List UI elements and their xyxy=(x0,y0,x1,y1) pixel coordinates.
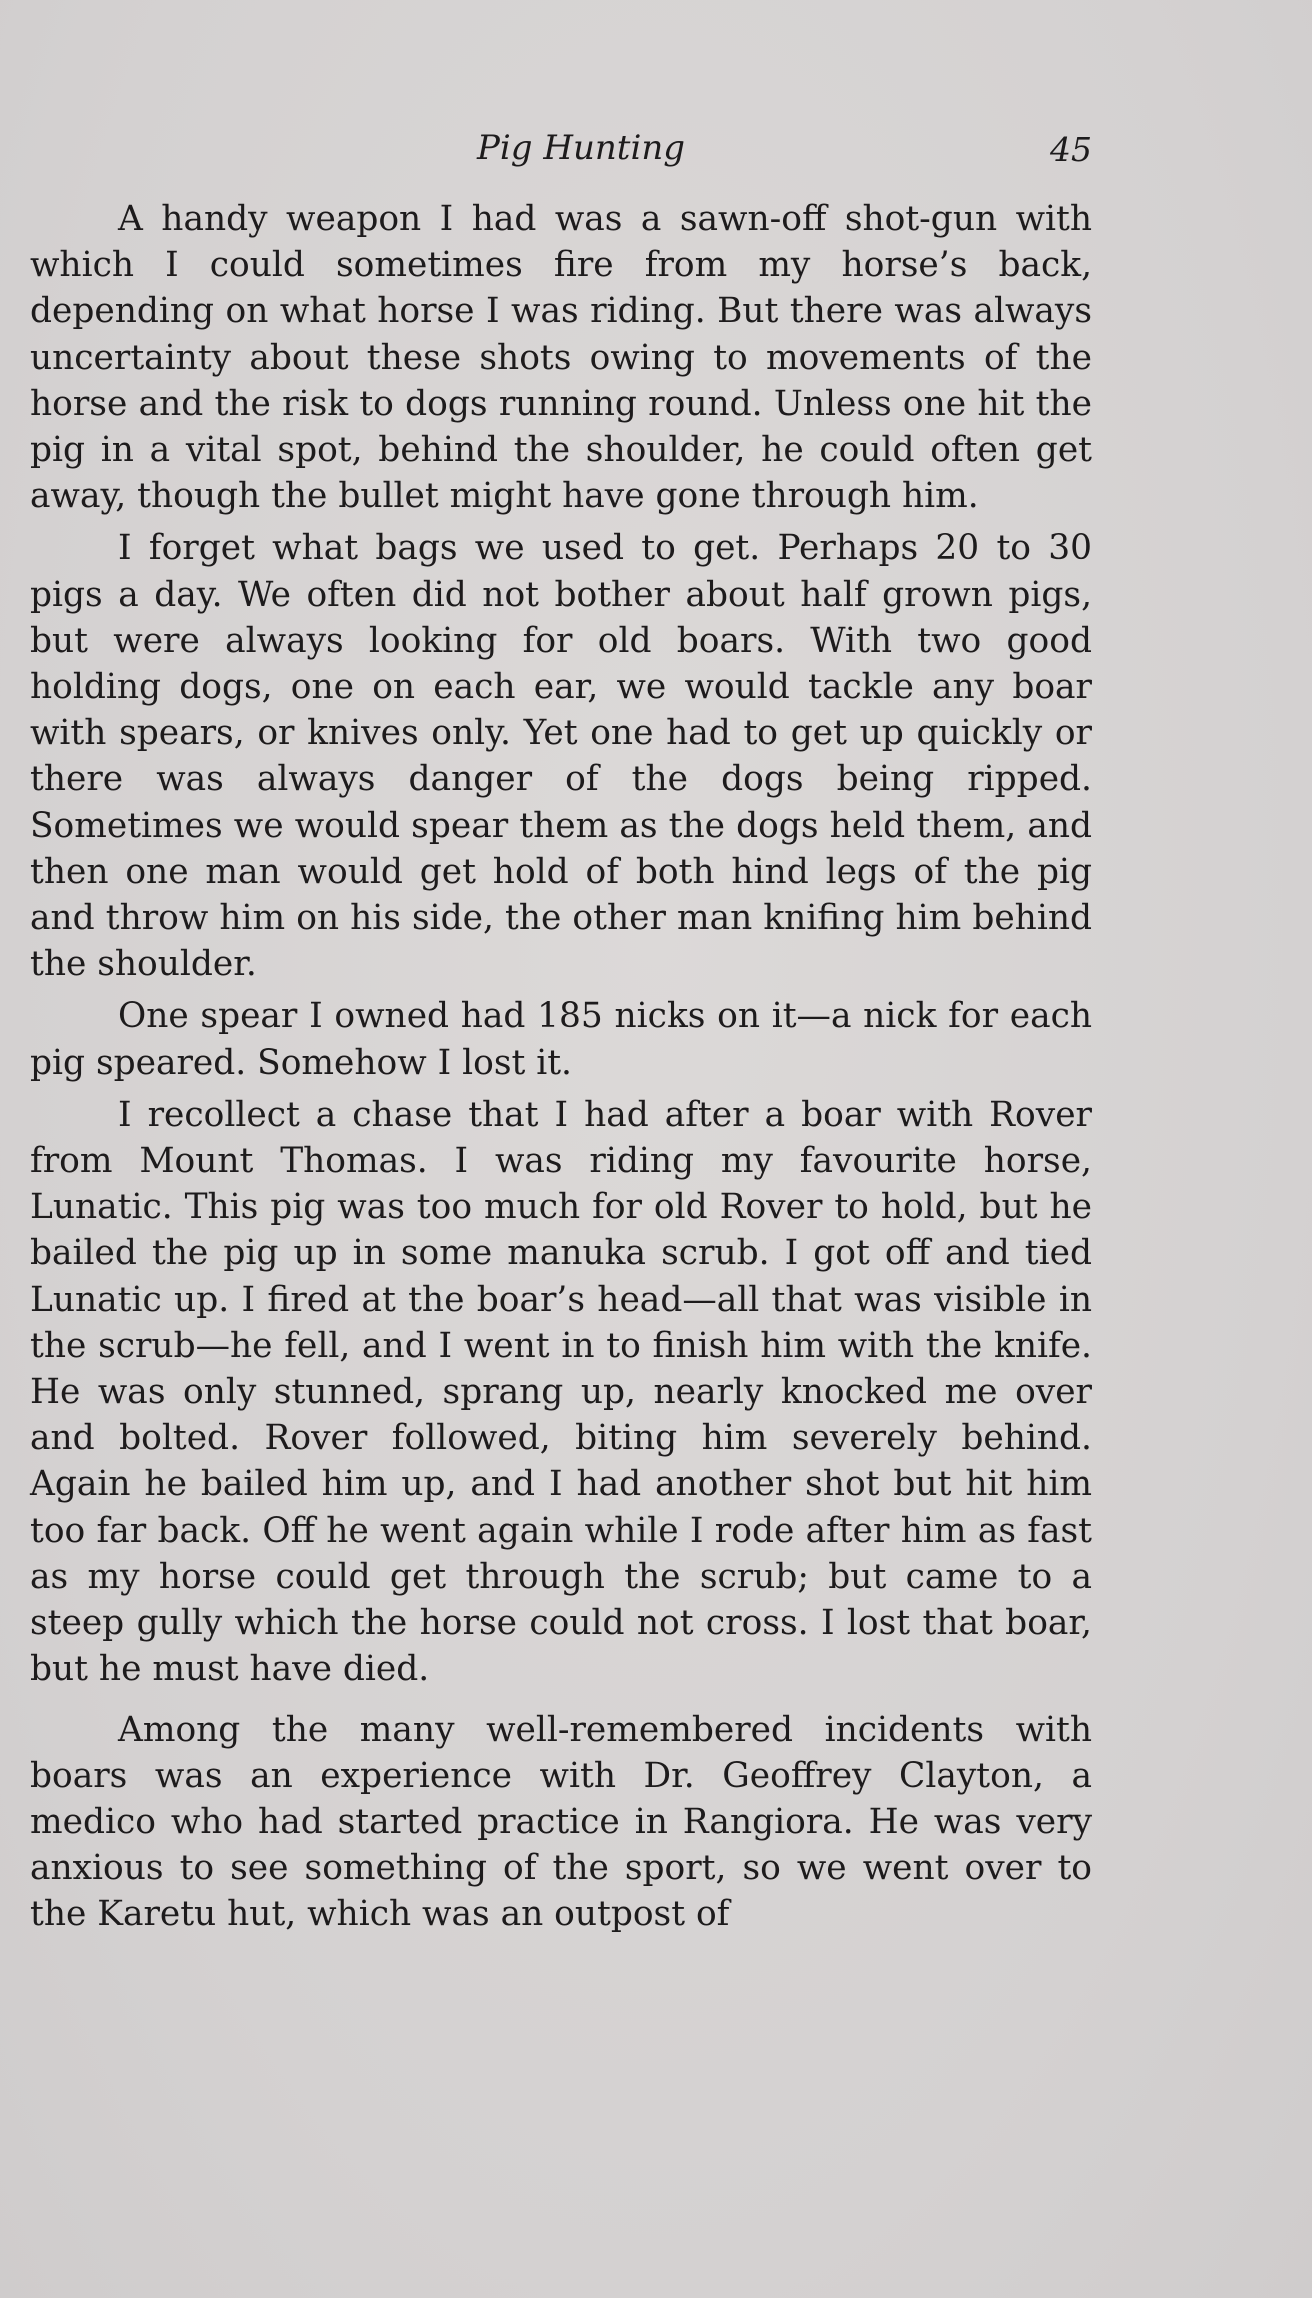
page-number: 45 xyxy=(1050,130,1092,169)
paragraph-rover-chase: I recollect a chase that I had after a boar with Rover from Mount Thomas. I was riding my favourite horse, Lunatic. This pig was too much for old Rover to hold, but he bailed the pig up in some manuka scrub. I got off and tied Lunatic up. I fired at the boar’s head—all that was visible in the scrub—he fell, and I went in to finish him with the knife. He was only stunned, sprang up, nearly knocked me over and bolted. Rover followed, biting him severely behind. Again he bailed him up, and I had another shot but hit him too far back. Off he went again while I rode after him as fast as my horse could get through the scrub; but came to a steep gully which the horse could not cross. I lost that boar, but he must have died. xyxy=(30,1094,1092,1690)
paragraph-dr-clayton: Among the many well-remembered incidents with boars was an experience with Dr. Geoffrey Clayton, a medico who had started practice in Rangiora. He was very anxious to see something of the sport, so we went over to the Karetu hut, which was an outpost of xyxy=(30,1709,1092,1935)
running-head xyxy=(30,128,1092,188)
paragraph-shotgun: A handy weapon I had was a sawn-off shot-gun with which I could sometimes fire from my horse’s back, depending on what horse I was riding. But there was always uncertainty about these shots owing to movements of the horse and the risk to dogs running round. Unless one hit the pig in a vital spot, behind the shoulder, he could often get away, though the bullet might have gone through him. xyxy=(30,199,1092,517)
body-text xyxy=(30,196,1092,1938)
running-title: Pig Hunting xyxy=(477,128,685,168)
paragraph-spear: One spear I owned had 185 nicks on it—a nick for each pig speared. Somehow I lost it. xyxy=(30,996,1092,1083)
paragraph-bags: I forget what bags we used to get. Perhaps 20 to 30 pigs a day. We often did not bother about half grown pigs, but were always looking for old boars. With two good holding dogs, one on each ear, we would tackle any boar with spears, or knives only. Yet one had to get up quickly or there was always danger of the dogs being ripped. Sometimes we would spear them as the dogs held them, and then one man would get hold of both hind legs of the pig and throw him on his side, the other man knifing him behind the shoulder. xyxy=(30,528,1092,985)
book-page xyxy=(30,128,1092,1938)
